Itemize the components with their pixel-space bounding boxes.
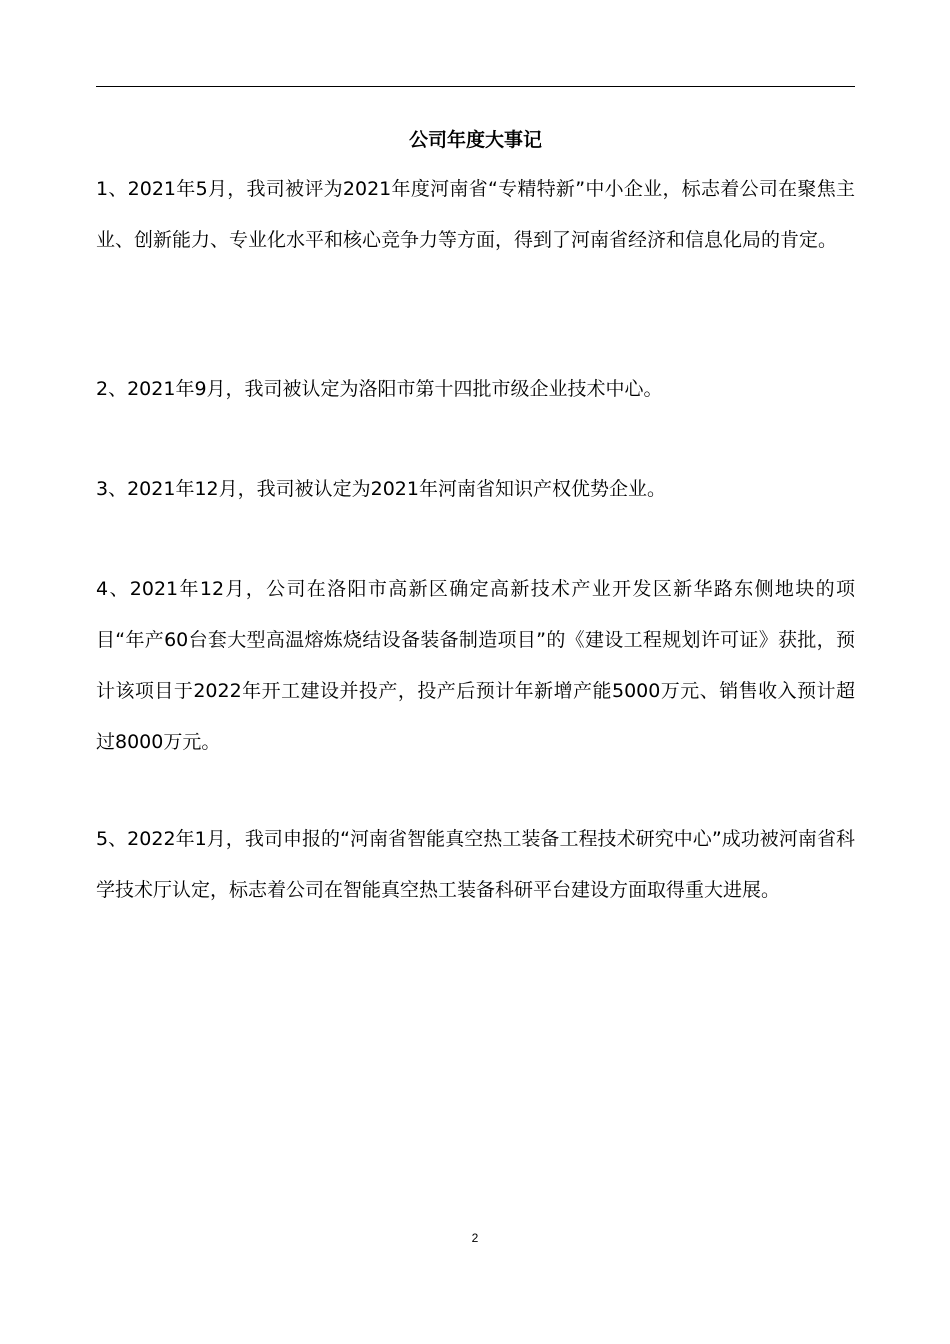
event-paragraph-1: 1、2021年5月，我司被评为2021年度河南省“专精特新”中小企业，标志着公司在聚焦主业、创新能力、专业化水平和核心竞争力等方面，得到了河南省经济和信息化局的肯定。 <box>96 178 855 251</box>
event-paragraph-2: 2、2021年9月，我司被认定为洛阳市第十四批市级企业技术中心。 <box>96 378 663 400</box>
page-number: 2 <box>471 1231 479 1245</box>
event-paragraph-4: 4、2021年12月，公司在洛阳市高新区确定高新技术产业开发区新华路东侧地块的项目“年产60台套大型高温熔炼烧结设备装备制造项目”的《建设工程规划许可证》获批，预计该项目于2022年开工建设并投产，投产后预计年新增产能5000万元、销售收入预计超过8000万元。 <box>96 578 855 753</box>
event-paragraph-3: 3、2021年12月，我司被认定为2021年河南省知识产权优势企业。 <box>96 478 666 500</box>
page-title: 公司年度大事记 <box>408 129 542 151</box>
header-rule <box>96 86 855 87</box>
event-paragraph-5: 5、2022年1月，我司申报的“河南省智能真空热工装备工程技术研究中心”成功被河南省科学技术厅认定，标志着公司在智能真空热工装备科研平台建设方面取得重大进展。 <box>96 828 855 901</box>
